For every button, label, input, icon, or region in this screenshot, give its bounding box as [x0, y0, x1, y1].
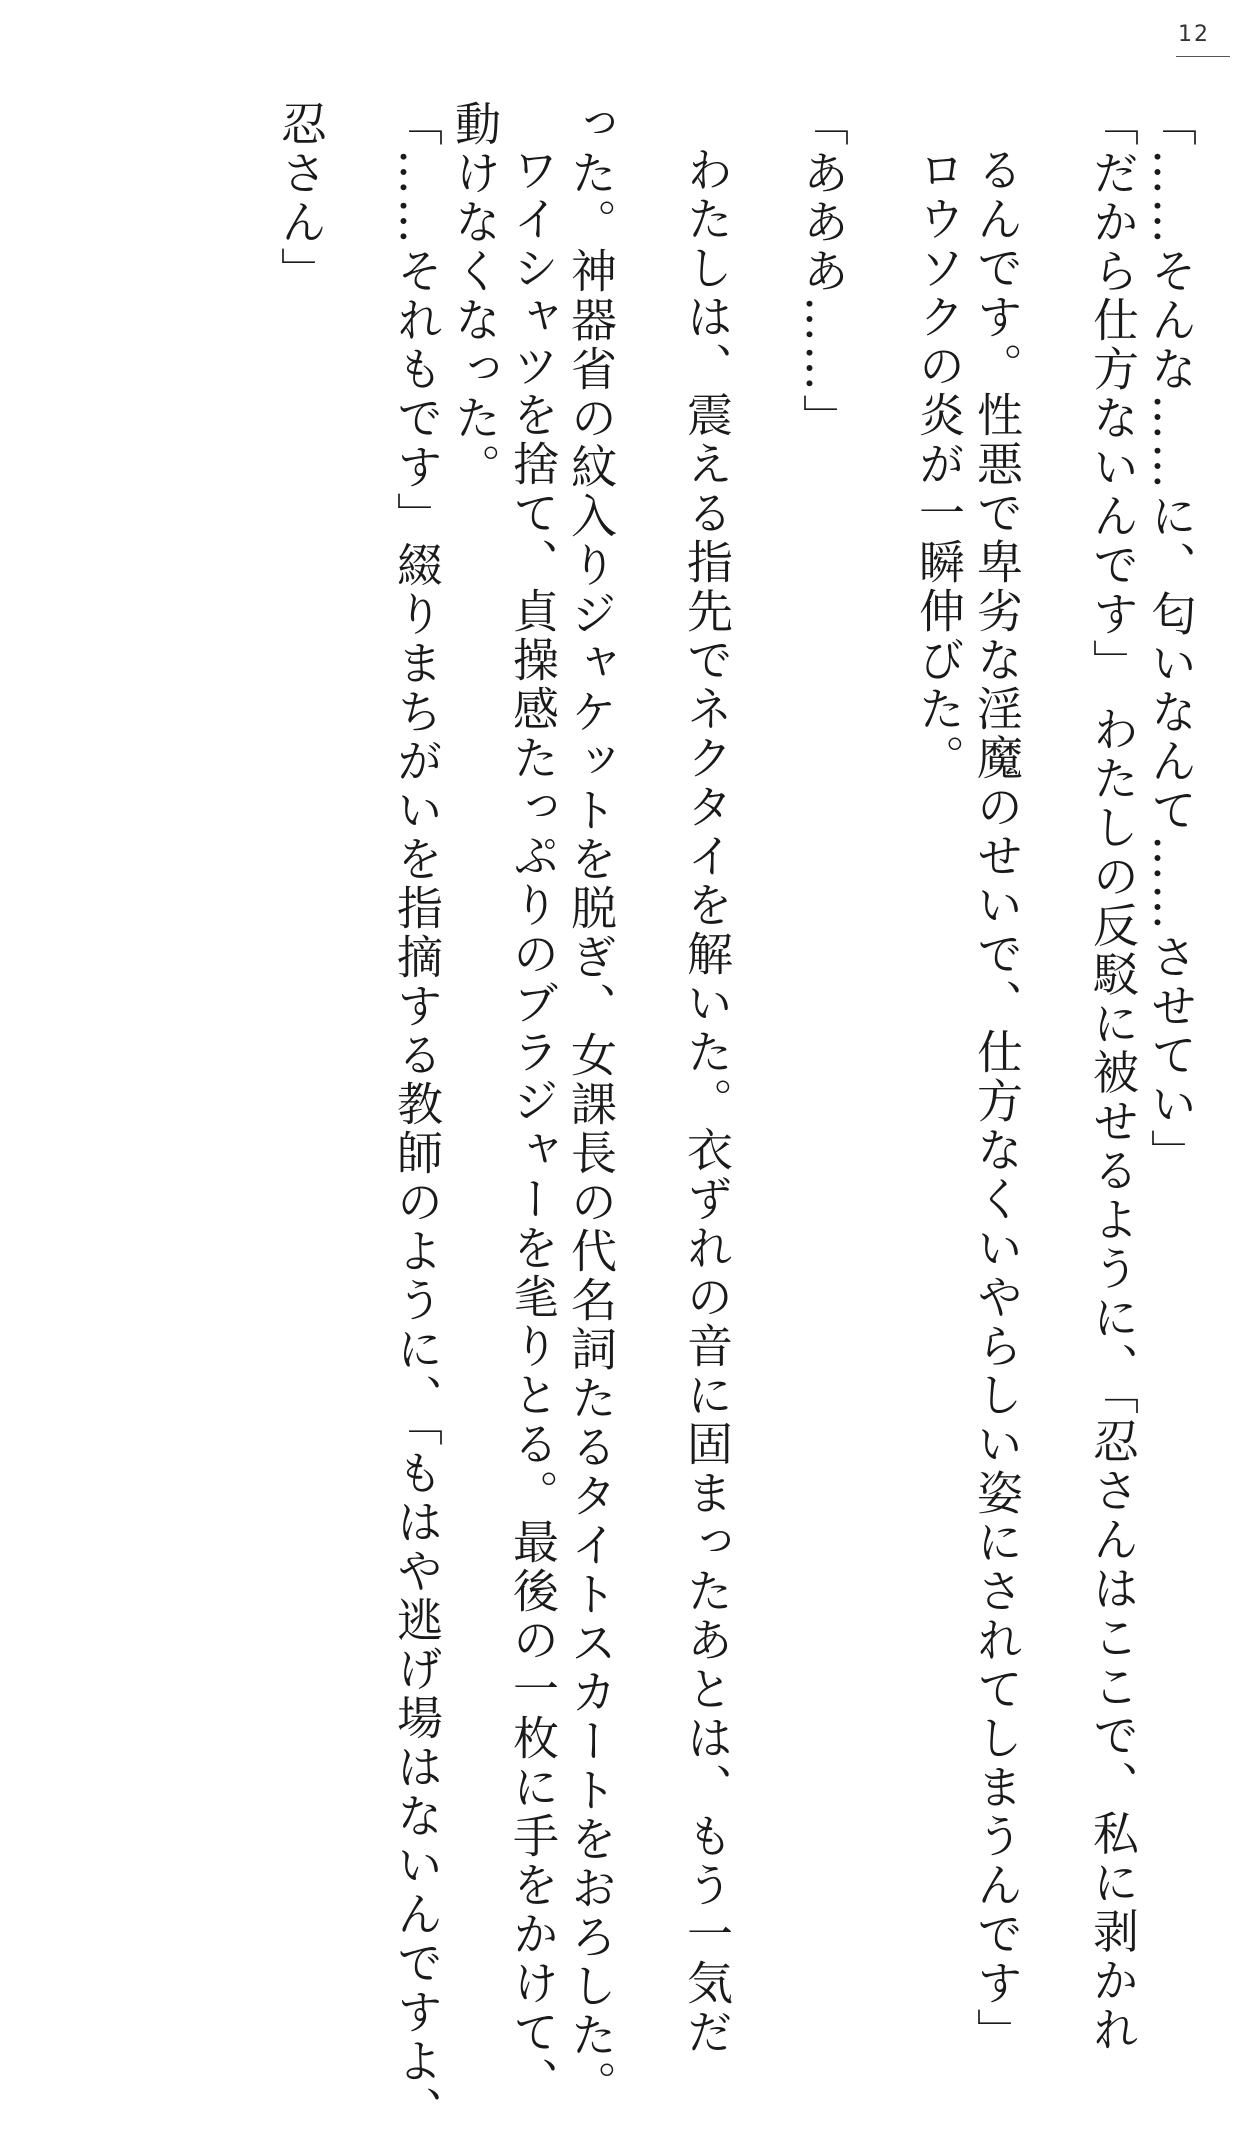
text-line-7: った。神器省の紋入りジャケットを脱ぎ、女課長の代名詞たるタイトスカートをおろした。	[564, 100, 618, 2109]
text-line-1: 「……そんな……に、匂いなんて……させてい」	[1144, 100, 1198, 1178]
page-number-rule	[1176, 56, 1230, 57]
vertical-text-body	[272, 100, 1200, 2135]
text-line-3: るんです。性悪で卑劣な淫魔のせいで、仕方なくいやらしい姿にされてしまうんです」	[970, 146, 1024, 2057]
text-line-5: 「あああ……」	[796, 100, 850, 443]
text-line-9: 動けなくなった。	[448, 100, 502, 492]
text-line-8: ワイシャツを捨て、貞操感たっぷりのブラジャーを毟りとる。最後の一枚に手をかけて、	[506, 146, 560, 2106]
text-line-4: ロウソクの炎が一瞬伸びた。	[912, 146, 966, 783]
text-line-6: わたしは、震える指先でネクタイを解いた。衣ずれの音に固まったあとは、もう一気だ	[680, 146, 734, 2057]
page-number: 12	[1178, 22, 1210, 47]
text-line-11: 忍さん」	[274, 100, 328, 296]
text-line-10: 「……それもです」綴りまちがいを指摘する教師のように、「もはや逃げ場はないんですよ、	[390, 100, 444, 2135]
text-line-2: 「だから仕方ないんです」 わたしの反駁に被せるように、「忍さんはここで、私に剥かれ	[1086, 100, 1140, 2055]
